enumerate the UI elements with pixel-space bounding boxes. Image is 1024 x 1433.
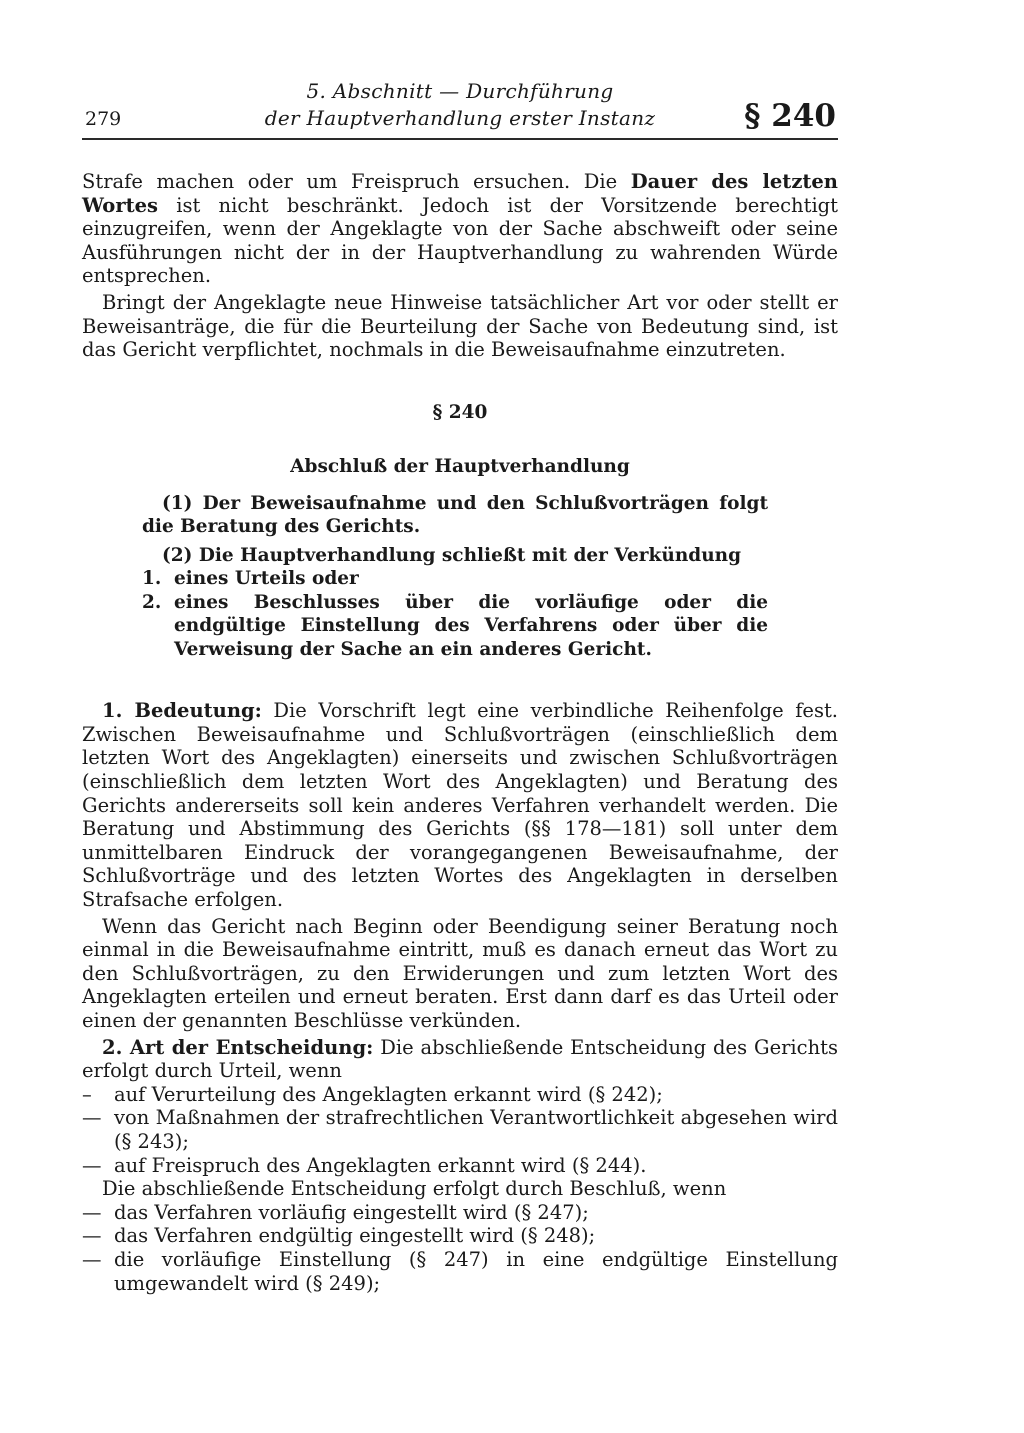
chapter-title (260, 78, 660, 132)
list-dash: – (82, 1082, 92, 1106)
list-item (82, 1083, 838, 1107)
list-dash: — (82, 1200, 102, 1224)
law-text (142, 492, 768, 662)
law-section-number: § 240 (432, 401, 488, 423)
law-item-text: eines Beschlusses über die vorläufige oder die endgültige Einstellung des Verfahrens oder über die Verweisung der Sache an ein anderes Gericht. (174, 591, 768, 660)
commentary-1-text: Die Vorschrift legt eine verbindliche Reihenfolge fest. Zwischen Beweisaufnahme und Schlußvorträgen (einschließlich dem letzten Wort des Angeklagten) einerseits und zwischen Schlußvorträgen (einschließlich dem letzten Wort des Angeklagten) und Beratung des Gerichts andererseits soll kein anderes Verfahren verhandelt werden. Die Beratung und Abstimmung des Gerichts (§§ 178—181) soll unter dem unmittelbaren Eindruck der vorangegangenen Beweisaufnahme, der Schlußvorträge und des letzten Wortes des Angeklagten in derselben Strafsache erfolgen. (82, 699, 838, 911)
list-item-text: die vorläufige Einstellung (§ 247) in eine endgültige Einstellung umgewandelt wird (§ 249); (114, 1247, 838, 1295)
commentary-1-paragraph-2: Wenn das Gericht nach Beginn oder Beendigung seiner Beratung noch einmal in die Beweisaufnahme eintritt, muß es danach erneut das Wort zu den Schlußvorträgen, zu den Erwiderungen und zum letzten Wort des Angeklagten erteilen und erneut beraten. Erst dann darf es das Urteil oder einen der genannten Beschlüsse verkünden. (82, 914, 838, 1032)
intro-paragraph-1 (82, 170, 838, 288)
commentary-2-text: Die abschließende Entscheidung des Gerichts erfolgt durch Urteil, wenn (82, 1035, 838, 1083)
list-item (82, 1248, 838, 1295)
beschluss-cases-list (82, 1201, 838, 1295)
law-paragraph-1: (1) Der Beweisaufnahme und den Schlußvorträgen folgt die Beratung des Gerichts. (142, 492, 768, 538)
list-dash: — (82, 1106, 102, 1130)
list-item-text: das Verfahren endgültig eingestellt wird (§ 248); (114, 1224, 596, 1248)
intro-p1-text-a: Strafe machen oder um Freispruch ersuchen. Die (82, 170, 631, 193)
list-item-text: von Maßnahmen der strafrechtlichen Verantwortlichkeit abgesehen wird (§ 243); (114, 1106, 838, 1153)
document-page (82, 70, 838, 1295)
law-section-title: Abschluß der Hauptverhandlung (290, 455, 630, 477)
commentary-2-label: 2. Art der Entscheidung: (102, 1035, 374, 1059)
commentary-1 (82, 699, 838, 911)
page-number: 279 (85, 108, 122, 130)
urteil-cases-list (82, 1083, 838, 1177)
intro-p1-text-b: ist nicht beschränkt. Jedoch ist der Vorsitzende berechtigt einzugreifen, wenn der Angeklagte von der Sache abschweift oder seine Ausführungen nicht der in der Hauptverhandlung zu wahrenden Würde entsprechen. (82, 193, 838, 288)
law-item-number: 2. (142, 591, 162, 613)
chapter-title-line1: 5. Abschnitt — Durchführung (306, 79, 614, 103)
intro-p1-bold: Dauer des letzten Wortes (82, 170, 838, 217)
law-item-text: eines Urteils oder (174, 568, 359, 590)
list-item-text: das Verfahren vorläufig eingestellt wird (§ 247); (114, 1200, 589, 1224)
list-item (82, 1106, 838, 1153)
list-item (82, 1224, 838, 1248)
header-section-mark: § 240 (744, 98, 836, 134)
commentary-1-label: 1. Bedeutung: (102, 699, 262, 723)
running-header (82, 70, 838, 140)
list-dash: — (82, 1153, 102, 1177)
list-item (82, 1201, 838, 1225)
list-dash: — (82, 1224, 102, 1248)
list-dash: — (82, 1247, 102, 1271)
law-item (142, 591, 768, 662)
intro-paragraph-2: Bringt der Angeklagte neue Hinweise tatsächlicher Art vor oder stellt er Beweisanträge, die für die Beurteilung der Sache von Bedeutung sind, ist das Gericht verpflichtet, nochmals in die Beweisaufnahme einzutreten. (82, 290, 838, 362)
law-item-number: 1. (142, 568, 162, 590)
commentary-2-paragraph-2: Die abschließende Entscheidung erfolgt durch Beschluß, wenn (102, 1177, 727, 1201)
list-item-text: auf Verurteilung des Angeklagten erkannt wird (§ 242); (114, 1082, 663, 1106)
chapter-title-line2: der Hauptverhandlung erster Instanz (264, 106, 656, 130)
law-item (142, 567, 768, 591)
list-item-text: auf Freispruch des Angeklagten erkannt wird (§ 244). (114, 1153, 647, 1177)
commentary-2 (82, 1036, 838, 1083)
law-paragraph-2: (2) Die Hauptverhandlung schließt mit der Verkündung (162, 544, 742, 566)
list-item (82, 1154, 838, 1178)
